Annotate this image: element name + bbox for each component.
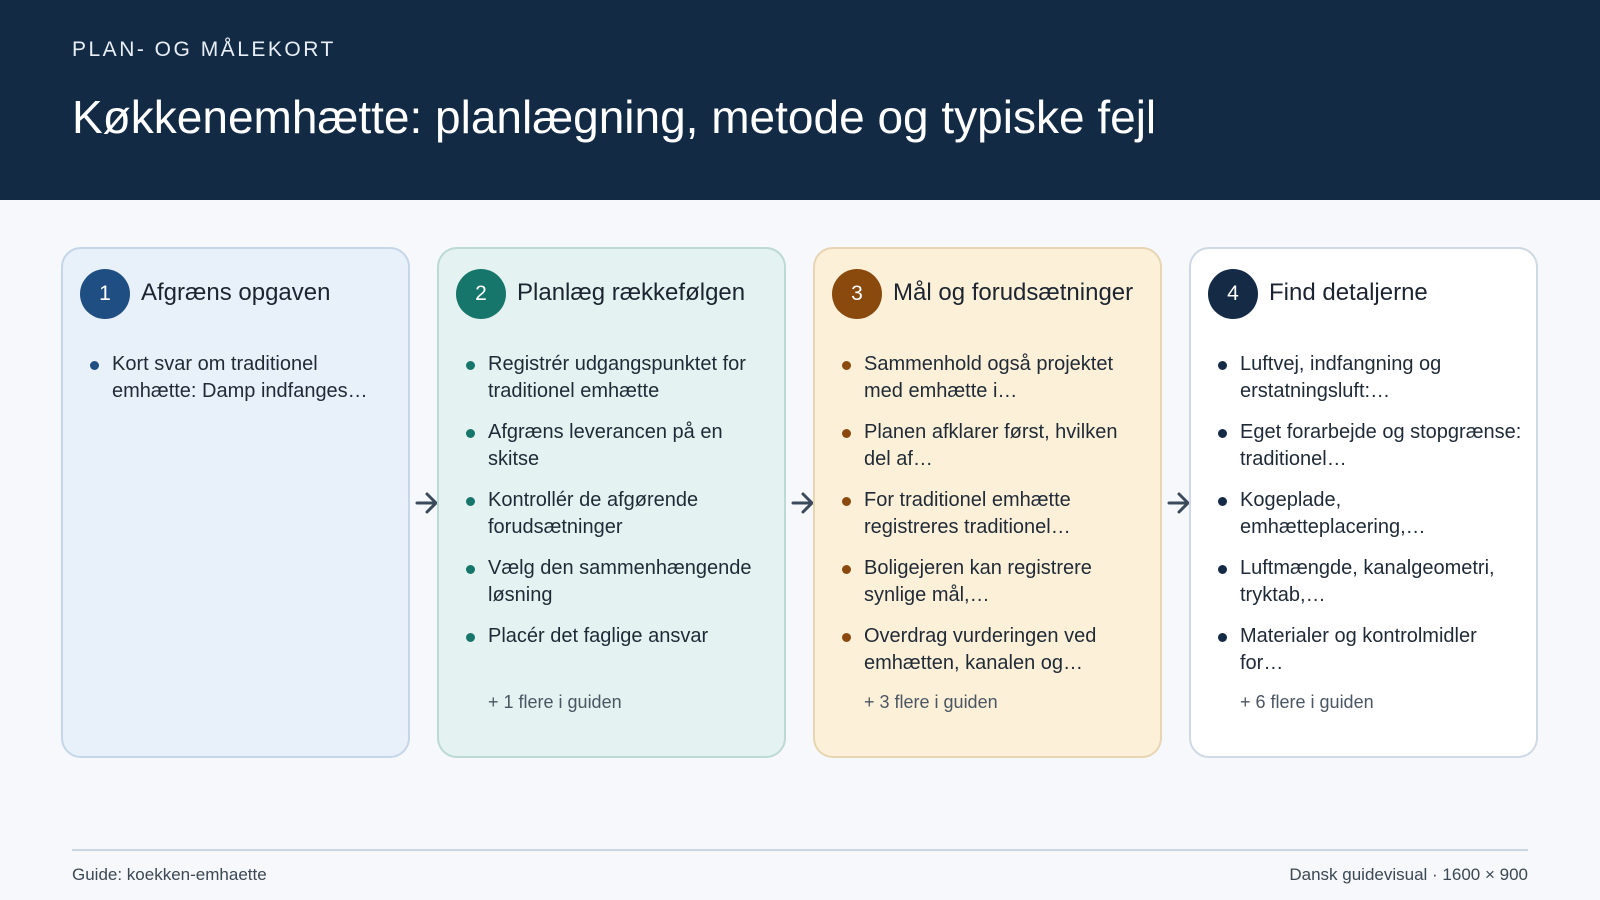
bullet-dot: [1218, 633, 1227, 642]
list-item: [464, 487, 772, 541]
list-item-text: Registrér udgangspunktet for traditionel emhætte: [488, 353, 746, 402]
list-item: [1216, 419, 1524, 473]
step-card-3: [813, 247, 1162, 758]
step-bullet-list: [1216, 351, 1524, 691]
bullet-dot: [842, 361, 851, 370]
list-item: [464, 351, 772, 405]
bullet-dot: [466, 633, 475, 642]
list-item: [464, 419, 772, 473]
footer-format-label: Dansk guidevisual · 1600 × 900: [1289, 865, 1528, 884]
list-item: [840, 487, 1148, 541]
list-item-text: Eget forarbejde og stopgrænse: traditionel…: [1240, 421, 1522, 470]
list-item: [1216, 487, 1524, 541]
bullet-dot: [1218, 497, 1227, 506]
list-item-text: Planen afklarer først, hvilken del af…: [864, 421, 1118, 470]
list-item-text: Luftmængde, kanalgeometri, tryktab,…: [1240, 557, 1495, 606]
bullet-dot: [1218, 429, 1227, 438]
list-item-text: Vælg den sammenhængende løsning: [488, 557, 752, 606]
step-card-4: [1189, 247, 1538, 758]
bullet-dot: [1218, 565, 1227, 574]
list-item-text: Luftvej, indfangning og erstatningsluft:…: [1240, 353, 1442, 402]
list-item-text: Sammenhold også projektet med emhætte i…: [864, 353, 1114, 402]
step-bullet-list: [88, 351, 396, 419]
header-banner: [0, 0, 1600, 200]
bullet-dot: [842, 497, 851, 506]
page-title: Køkkenemhætte: planlægning, metode og typiske fejl: [72, 91, 1157, 143]
list-item: [1216, 623, 1524, 677]
more-in-guide-link[interactable]: + 1 flere i guiden: [488, 692, 622, 712]
list-item-text: Kontrollér de afgørende forudsætninger: [488, 489, 699, 538]
step-title: Find detaljerne: [1269, 279, 1428, 306]
list-item-text: Boligejeren kan registrere synlige mål,…: [864, 557, 1092, 606]
bullet-dot: [842, 429, 851, 438]
footer-guide-label: Guide: koekken-emhaette: [72, 865, 267, 884]
list-item-text: Materialer og kontrolmidler for…: [1240, 625, 1477, 674]
step-card-2: [437, 247, 786, 758]
eyebrow-label: PLAN- OG MÅLEKORT: [72, 38, 336, 61]
bullet-dot: [466, 565, 475, 574]
list-item: [1216, 351, 1524, 405]
list-item-text: Overdrag vurderingen ved emhætten, kanalen og…: [864, 625, 1097, 674]
list-item: [464, 623, 772, 650]
step-number-badge: 2: [456, 269, 506, 319]
step-number-badge: 1: [80, 269, 130, 319]
step-card-1: [61, 247, 410, 758]
bullet-dot: [842, 633, 851, 642]
list-item-text: Placér det faglige ansvar: [488, 625, 709, 647]
list-item: [840, 351, 1148, 405]
list-item: [840, 623, 1148, 677]
list-item: [464, 555, 772, 609]
step-bullet-list: [840, 351, 1148, 691]
list-item: [840, 555, 1148, 609]
list-item-text: Kogeplade, emhætteplacering,…: [1240, 489, 1426, 538]
footer-divider: [72, 849, 1528, 851]
step-number-badge: 3: [832, 269, 882, 319]
list-item-text: Afgræns leverancen på en skitse: [488, 421, 723, 470]
step-title: Mål og forudsætninger: [893, 279, 1134, 306]
list-item: [88, 351, 396, 405]
more-in-guide-link[interactable]: + 6 flere i guiden: [1240, 692, 1374, 712]
bullet-dot: [1218, 361, 1227, 370]
step-bullet-list: [464, 351, 772, 664]
bullet-dot: [90, 361, 99, 370]
step-title: Afgræns opgaven: [141, 279, 331, 306]
step-title: Planlæg rækkefølgen: [517, 279, 746, 306]
bullet-dot: [466, 497, 475, 506]
bullet-dot: [466, 361, 475, 370]
bullet-dot: [842, 565, 851, 574]
list-item-text: Kort svar om traditionel emhætte: Damp indfanges…: [112, 353, 368, 402]
list-item: [1216, 555, 1524, 609]
bullet-dot: [466, 429, 475, 438]
list-item: [840, 419, 1148, 473]
step-number-badge: 4: [1208, 269, 1258, 319]
more-in-guide-link[interactable]: + 3 flere i guiden: [864, 692, 998, 712]
list-item-text: For traditionel emhætte registreres traditionel…: [864, 489, 1071, 538]
